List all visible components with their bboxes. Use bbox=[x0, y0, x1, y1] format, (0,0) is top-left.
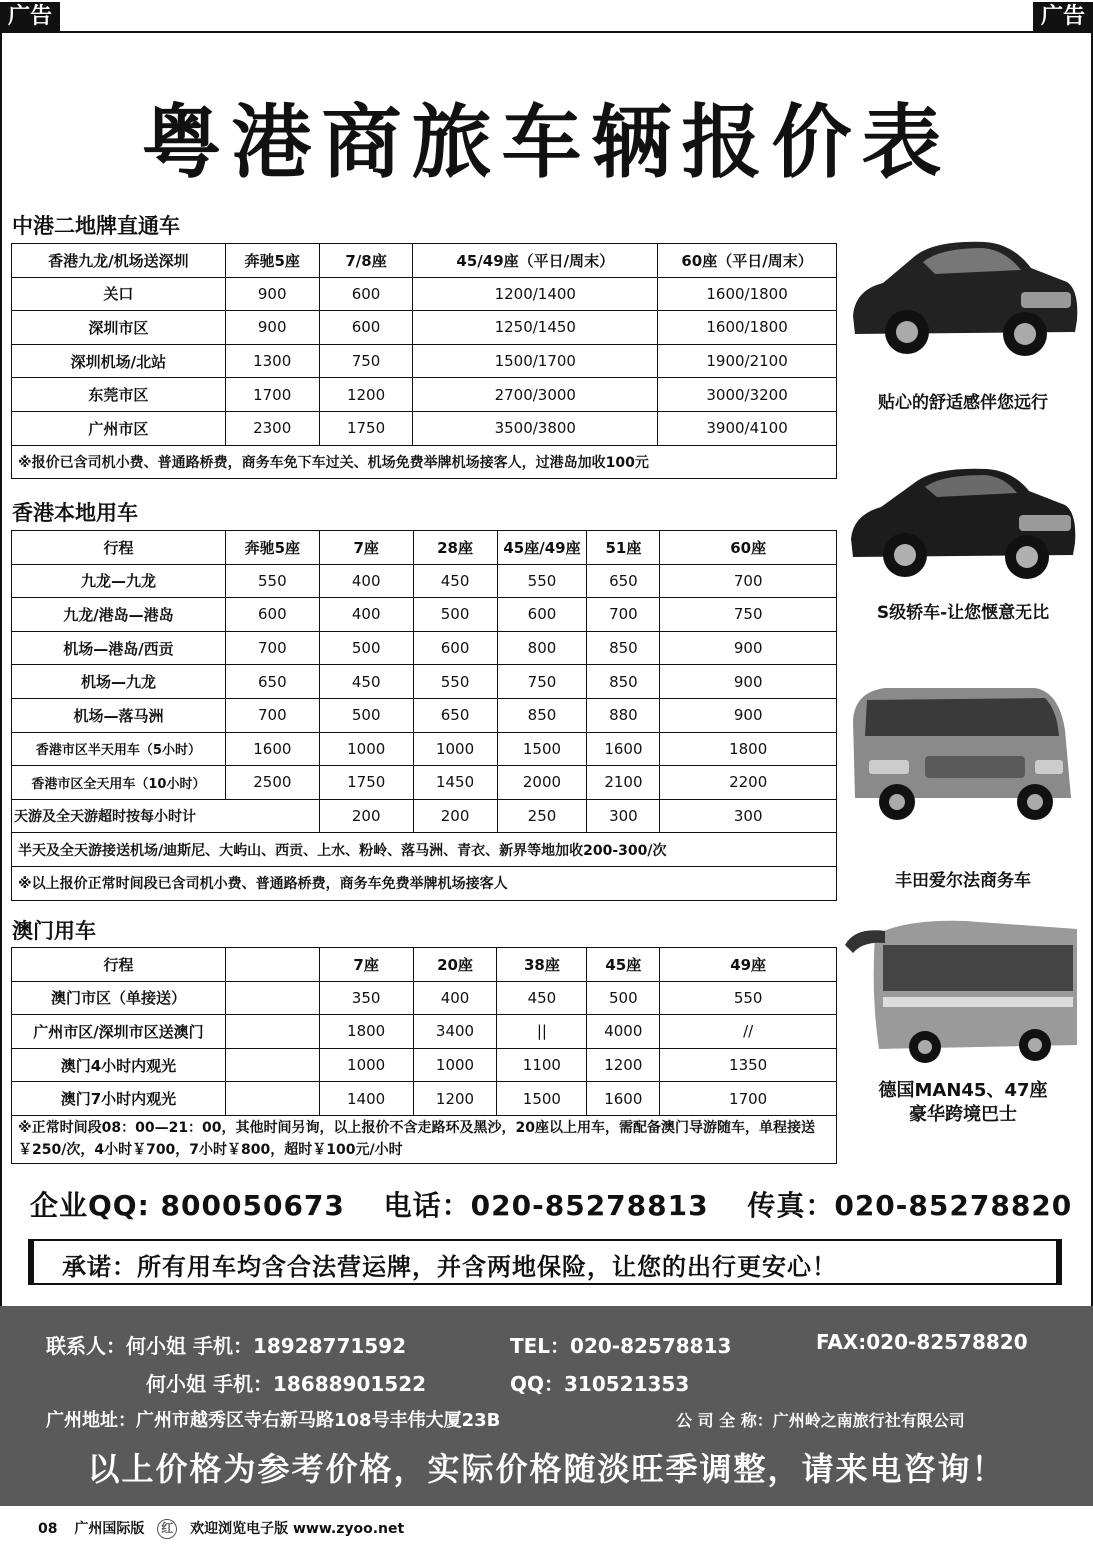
footer-band bbox=[0, 1306, 1093, 1506]
contact-person-1: 联系人：何小姐 手机：18928771592 bbox=[46, 1334, 407, 1358]
price-cell: 1250/1450 bbox=[413, 311, 658, 345]
table-row bbox=[12, 665, 837, 699]
ad-label-right: 广告 bbox=[1033, 2, 1093, 32]
price-cell: 2200 bbox=[660, 766, 837, 800]
header-cell: 45/49座（平日/周末） bbox=[413, 244, 658, 278]
price-cell: 850 bbox=[587, 631, 660, 665]
table-row bbox=[12, 564, 837, 598]
price-cell: 500 bbox=[587, 981, 660, 1015]
edition-label: 广州国际版 bbox=[74, 1521, 145, 1537]
header-cell: 奔驰5座 bbox=[225, 531, 319, 565]
price-cell: || bbox=[497, 1015, 587, 1049]
price-cell: 4000 bbox=[587, 1015, 660, 1049]
table-header-row bbox=[12, 948, 837, 982]
price-disclaimer: 以上价格为参考价格，实际价格随淡旺季调整，请来电咨询！ bbox=[87, 1450, 1006, 1488]
header-cell: 20座 bbox=[413, 948, 497, 982]
section-title-macau: 澳门用车 bbox=[12, 919, 96, 943]
price-cell: 1000 bbox=[413, 1048, 497, 1082]
price-cell: 3900/4100 bbox=[658, 411, 837, 445]
price-cell: 750 bbox=[660, 598, 837, 632]
price-cell: 650 bbox=[587, 564, 660, 598]
price-cell: 900 bbox=[225, 277, 319, 311]
price-cell: 550 bbox=[660, 981, 837, 1015]
price-cell: 1100 bbox=[497, 1048, 587, 1082]
route-cell: 深圳机场/北站 bbox=[12, 344, 226, 378]
price-cell: 1200 bbox=[587, 1048, 660, 1082]
price-cell: 700 bbox=[225, 631, 319, 665]
table-note-row bbox=[12, 833, 837, 867]
price-cell bbox=[225, 981, 319, 1015]
price-cell: 1700 bbox=[660, 1082, 837, 1116]
price-cell: 250 bbox=[497, 799, 587, 833]
header-cell: 香港九龙/机场送深圳 bbox=[12, 244, 226, 278]
price-cell: 550 bbox=[497, 564, 587, 598]
table-note: ※报价已含司机小费、普通路桥费，商务车免下车过关、机场免费举牌机场接客人，过港岛加收100元 bbox=[12, 445, 837, 479]
route-cell: 澳门4小时内观光 bbox=[12, 1048, 226, 1082]
hk-local-price-table bbox=[11, 530, 837, 901]
company-fax: 传真：020-85278820 bbox=[747, 1189, 1073, 1222]
welcome-text: 欢迎浏览电子版 www.zyoo.net bbox=[190, 1521, 405, 1537]
price-cell: 1750 bbox=[319, 766, 413, 800]
price-cell: 1900/2100 bbox=[658, 344, 837, 378]
price-cell: 500 bbox=[319, 631, 413, 665]
price-cell: 450 bbox=[413, 564, 497, 598]
route-cell: 机场—九龙 bbox=[12, 665, 226, 699]
macau-price-table bbox=[11, 947, 837, 1164]
table-row bbox=[12, 981, 837, 1015]
table-note-row bbox=[12, 445, 837, 479]
price-cell: 1600 bbox=[587, 1082, 660, 1116]
header-cell: 60座（平日/周末） bbox=[658, 244, 837, 278]
table-row bbox=[12, 378, 837, 412]
price-cell: 1500/1700 bbox=[413, 344, 658, 378]
table-row bbox=[12, 1048, 837, 1082]
price-cell: 1000 bbox=[413, 732, 497, 766]
price-cell: 400 bbox=[413, 981, 497, 1015]
price-cell: 1000 bbox=[319, 732, 413, 766]
price-cell: 600 bbox=[319, 277, 413, 311]
header-cell: 行程 bbox=[12, 948, 226, 982]
route-cell: 澳门7小时内观光 bbox=[12, 1082, 226, 1116]
cross-border-price-table bbox=[11, 243, 837, 479]
car-caption-minivan: 丰田爱尔法商务车 bbox=[895, 871, 1031, 891]
price-cell: 300 bbox=[587, 799, 660, 833]
header-cell: 45座/49座 bbox=[497, 531, 587, 565]
route-cell: 关口 bbox=[12, 277, 226, 311]
price-cell: 1200 bbox=[319, 378, 413, 412]
top-rule bbox=[0, 31, 1093, 33]
price-cell: 2300 bbox=[225, 411, 319, 445]
route-cell: 天游及全天游超时按每小时计 bbox=[12, 799, 320, 833]
price-cell bbox=[225, 1082, 319, 1116]
table-row bbox=[12, 344, 837, 378]
section-title-cross-border: 中港二地牌直通车 bbox=[12, 214, 180, 238]
route-cell: 东莞市区 bbox=[12, 378, 226, 412]
price-cell: 1800 bbox=[660, 732, 837, 766]
price-cell: 350 bbox=[319, 981, 413, 1015]
table-note: 半天及全天游接送机场/迪斯尼、大屿山、西贡、上水、粉岭、落马洲、青衣、新界等地加收200-300/次 bbox=[12, 833, 837, 867]
page-footer bbox=[38, 1518, 404, 1539]
price-cell: 2000 bbox=[497, 766, 587, 800]
price-cell: 700 bbox=[587, 598, 660, 632]
promise-text: 承诺：所有用车均含合法营运牌，并含两地保险，让您的出行更安心！ bbox=[62, 1253, 837, 1281]
price-cell: 600 bbox=[413, 631, 497, 665]
route-cell: 机场—落马洲 bbox=[12, 698, 226, 732]
price-cell bbox=[225, 1015, 319, 1049]
route-cell: 机场—港岛/西贡 bbox=[12, 631, 226, 665]
table-row bbox=[12, 1015, 837, 1049]
car-caption-bus-line1: 德国MAN45、47座 bbox=[878, 1080, 1048, 1101]
price-cell: 450 bbox=[319, 665, 413, 699]
page-number: 08 bbox=[38, 1521, 58, 1537]
price-cell: 300 bbox=[660, 799, 837, 833]
footer-tel: TEL：020-82578813 bbox=[510, 1334, 732, 1358]
price-cell: 850 bbox=[497, 698, 587, 732]
table-note-row bbox=[12, 1115, 837, 1163]
route-cell: 深圳市区 bbox=[12, 311, 226, 345]
price-cell: 2700/3000 bbox=[413, 378, 658, 412]
table-row bbox=[12, 732, 837, 766]
table-row bbox=[12, 698, 837, 732]
table-row bbox=[12, 277, 837, 311]
price-cell: 200 bbox=[319, 799, 413, 833]
price-cell: 3500/3800 bbox=[413, 411, 658, 445]
price-cell: 400 bbox=[319, 598, 413, 632]
header-cell: 奔驰5座 bbox=[225, 244, 319, 278]
price-cell: 1600/1800 bbox=[658, 277, 837, 311]
footer-company-name: 公 司 全 称：广州岭之南旅行社有限公司 bbox=[676, 1411, 965, 1430]
promise-banner bbox=[28, 1239, 1062, 1285]
sedan-car-icon bbox=[845, 228, 1080, 368]
table-row bbox=[12, 311, 837, 345]
left-rule bbox=[0, 31, 2, 1306]
price-cell: 1800 bbox=[319, 1015, 413, 1049]
car-caption-bus-line2: 豪华跨境巴士 bbox=[909, 1104, 1017, 1125]
price-cell: 600 bbox=[497, 598, 587, 632]
table-header-row bbox=[12, 244, 837, 278]
price-cell: 2100 bbox=[587, 766, 660, 800]
price-cell: 550 bbox=[413, 665, 497, 699]
table-note: ※以上报价正常时间段已含司机小费、普通路桥费，商务车免费举牌机场接客人 bbox=[12, 866, 837, 900]
header-cell: 49座 bbox=[660, 948, 837, 982]
price-cell: 1700 bbox=[225, 378, 319, 412]
price-cell: 2500 bbox=[225, 766, 319, 800]
table-row-overtime bbox=[12, 799, 837, 833]
price-cell: 1500 bbox=[497, 732, 587, 766]
price-cell: 1300 bbox=[225, 344, 319, 378]
header-cell: 7/8座 bbox=[319, 244, 413, 278]
footer-fax: FAX:020-82578820 bbox=[816, 1330, 1028, 1354]
route-cell: 广州市区 bbox=[12, 411, 226, 445]
price-cell: 880 bbox=[587, 698, 660, 732]
s-class-car-icon bbox=[845, 455, 1080, 585]
price-cell: 600 bbox=[319, 311, 413, 345]
page-title: 粤港商旅车辆报价表 bbox=[141, 96, 952, 189]
table-row bbox=[12, 598, 837, 632]
car-caption-sedan: 贴心的舒适感伴您远行 bbox=[878, 393, 1048, 413]
price-cell: 700 bbox=[225, 698, 319, 732]
price-cell: 650 bbox=[225, 665, 319, 699]
route-cell: 澳门市区（单接送） bbox=[12, 981, 226, 1015]
price-cell: 1750 bbox=[319, 411, 413, 445]
price-cell: 3400 bbox=[413, 1015, 497, 1049]
price-cell: 1600/1800 bbox=[658, 311, 837, 345]
route-cell: 香港市区半天用车（5小时） bbox=[12, 732, 226, 766]
price-cell: 700 bbox=[660, 564, 837, 598]
route-cell: 广州市区/深圳市区送澳门 bbox=[12, 1015, 226, 1049]
price-cell: 500 bbox=[319, 698, 413, 732]
price-cell: 1200/1400 bbox=[413, 277, 658, 311]
header-cell: 28座 bbox=[413, 531, 497, 565]
price-cell: 900 bbox=[225, 311, 319, 345]
table-note-row bbox=[12, 866, 837, 900]
company-qq: 企业QQ: 800050673 bbox=[30, 1189, 345, 1222]
price-cell bbox=[225, 1048, 319, 1082]
route-cell: 香港市区全天用车（10小时） bbox=[12, 766, 226, 800]
price-cell: 400 bbox=[319, 564, 413, 598]
price-cell: 750 bbox=[319, 344, 413, 378]
price-cell: 1600 bbox=[587, 732, 660, 766]
header-cell: 7座 bbox=[319, 948, 413, 982]
table-row bbox=[12, 411, 837, 445]
price-cell: 650 bbox=[413, 698, 497, 732]
price-cell: 1450 bbox=[413, 766, 497, 800]
price-cell: 550 bbox=[225, 564, 319, 598]
price-cell: 1350 bbox=[660, 1048, 837, 1082]
table-row bbox=[12, 631, 837, 665]
price-cell: 3000/3200 bbox=[658, 378, 837, 412]
route-cell: 九龙—九龙 bbox=[12, 564, 226, 598]
footer-address: 广州地址：广州市越秀区寺右新马路108号丰伟大厦23B bbox=[46, 1410, 501, 1431]
price-cell: // bbox=[660, 1015, 837, 1049]
car-caption-s-class: S级轿车-让您惬意无比 bbox=[876, 603, 1050, 623]
price-cell: 600 bbox=[225, 598, 319, 632]
header-cell: 45座 bbox=[587, 948, 660, 982]
price-cell: 900 bbox=[660, 665, 837, 699]
minivan-icon bbox=[845, 680, 1080, 830]
price-cell: 200 bbox=[413, 799, 497, 833]
company-contact-line bbox=[30, 1184, 1073, 1224]
price-cell: 800 bbox=[497, 631, 587, 665]
coach-bus-icon bbox=[845, 915, 1080, 1065]
table-header-row bbox=[12, 531, 837, 565]
table-note: ※正常时间段08：00—21：00，其他时间另询，以上报价不含走路环及黑沙，20座以上用车，需配备澳门导游随车，单程接送￥250/次，4小时￥700，7小时￥800，超时￥100元/小时 bbox=[12, 1115, 837, 1163]
section-title-hk-local: 香港本地用车 bbox=[12, 501, 138, 525]
header-cell: 行程 bbox=[12, 531, 226, 565]
header-cell: 51座 bbox=[587, 531, 660, 565]
header-cell: 38座 bbox=[497, 948, 587, 982]
price-cell: 1500 bbox=[497, 1082, 587, 1116]
price-cell: 1200 bbox=[413, 1082, 497, 1116]
price-cell: 1600 bbox=[225, 732, 319, 766]
header-cell: 60座 bbox=[660, 531, 837, 565]
price-cell: 450 bbox=[497, 981, 587, 1015]
header-cell: 7座 bbox=[319, 531, 413, 565]
price-cell: 900 bbox=[660, 698, 837, 732]
header-cell bbox=[225, 948, 319, 982]
company-phone: 电话：020-85278813 bbox=[383, 1189, 709, 1222]
footer-qq: QQ：310521353 bbox=[510, 1372, 690, 1396]
price-cell: 1400 bbox=[319, 1082, 413, 1116]
price-cell: 850 bbox=[587, 665, 660, 699]
price-cell: 750 bbox=[497, 665, 587, 699]
ad-label-left: 广告 bbox=[0, 2, 60, 32]
contact-person-2: 何小姐 手机：18688901522 bbox=[146, 1372, 427, 1396]
route-cell: 九龙/港岛—港岛 bbox=[12, 598, 226, 632]
magazine-logo-icon: 红 bbox=[157, 1519, 177, 1539]
table-row bbox=[12, 766, 837, 800]
price-cell: 1000 bbox=[319, 1048, 413, 1082]
price-cell: 900 bbox=[660, 631, 837, 665]
table-row bbox=[12, 1082, 837, 1116]
price-cell: 500 bbox=[413, 598, 497, 632]
